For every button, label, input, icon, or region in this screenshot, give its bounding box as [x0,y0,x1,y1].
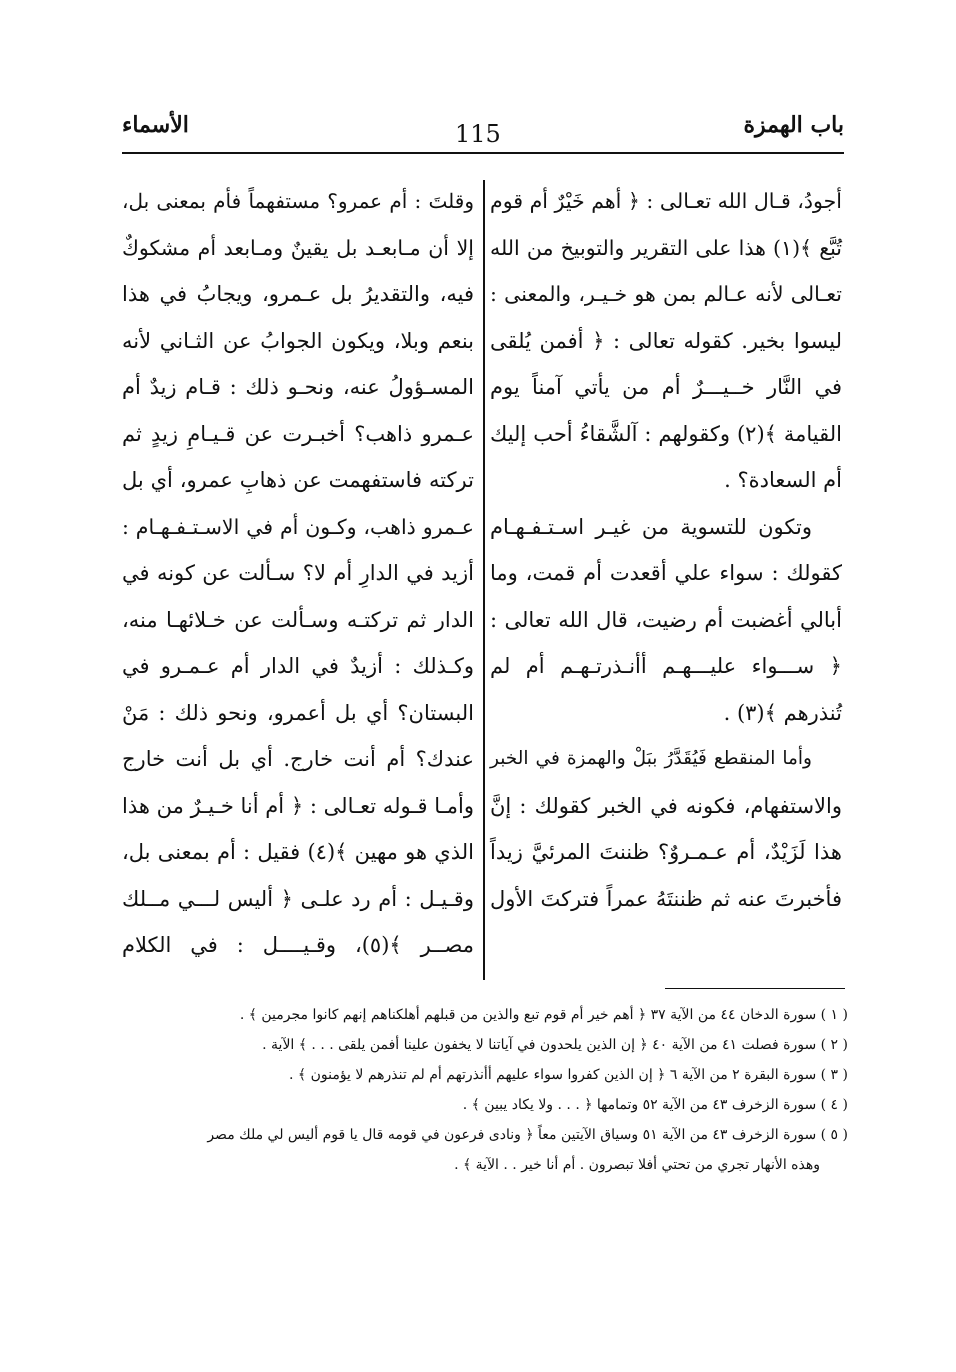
text-line: تعـالى لأنه عـالم بمن هو خـيـر، والمعنى : [490,282,842,306]
text-line: البستان؟ أي بل أعمرو، ونحو ذلك : مَنْ [122,700,474,725]
header-rule [122,152,844,154]
text-line: إلا أن مـابعـد بل يقينٌ ومـابعد أم مشكوكٌ [122,235,474,260]
text-line: تُنذرهم ﴾(٣) . [723,700,842,725]
text-line: فيه، والتقديرُ بل عـمرو، ويجابُ في هذا [122,282,474,306]
text-line: المسـؤولُ عنه، ونحـو ذلك : قـام زيدٌ أم [122,375,474,399]
text-line: الذي هو مهين ﴾(٤) فقيل : أم بمعنى بل، [122,840,474,864]
text-line: عـمرو ذاهب؟ أخبـرت عن قـيـامِ زيدٍ ثم [122,421,474,446]
text-line: وقـيـل : أم رد علـى ﴿ أليس لـــي مــلك [122,886,474,911]
left-column [122,178,474,969]
text-line: ليسوا بخير. كقوله تعالى : ﴿ أفمن يُلقى [490,328,842,353]
text-line: عـمرو ذاهب، وكـون أم في الاسـتـفـهـام : [122,514,474,539]
footnote: ( ٣ ) سورة البقرة ٢ من الآية ٦ ﴿ إن الذين كفروا سواء عليهم أأنذرتهم أم لم تنذرهم لا يؤمنون ﴾ . [289,1067,848,1083]
text-line: بنعم وبلا، ويكون الجوابُ عن الثـاني لأنه [122,328,474,353]
text-line: تركته فاستفهمت عن ذهابِ عمرو، أي بل [122,468,474,492]
text-line: أم السعادة؟ . [724,468,842,492]
section-heading: الأسماء [122,112,189,138]
footnote-continuation: وهذه الأنهار تجري من تحتي أفلا تبصرون . أم أنا خير . . الآية ﴾ . [454,1157,820,1173]
text-line: تُبَّع ﴾(١) هذا على التقرير والتوبيخ من الله [490,235,843,260]
text-line: وتكون للتسوية من غيـر اسـتـفـهـام [490,514,812,539]
text-line: مصــر ﴾(٥)، وقـيــــل : في الكلام [122,933,474,957]
column-divider [483,180,485,980]
text-line: والاستفهام، فكونه في الخبر كقولك : إنَّ [490,793,842,818]
text-line: أبالي أغضبت أم رضيت، قال الله تعالى : [490,607,842,632]
text-line: أجودُ، قـال الله تعـالى : ﴿ أهم خَيْرٌ أم قوم [490,189,842,213]
right-column [490,178,842,922]
footnote: ( ١ ) سورة الدخان ٤٤ من الآية ٣٧ ﴿ أهم خير أم قوم تبع والذين من قبلهم أهلكناهم إنهم كانوا مجرمين ﴾ . [239,1007,848,1023]
text-line: وقلتَ : أم عمرو؟ مستفهماً فأم بمعنى بل، [122,189,474,213]
text-line: فأخبرتَ عنه ثم ظننتَهُ عمراً فتركتَ الأول [490,886,842,911]
text-line: وأمـا قـوله تعـالى : ﴿ أم أنا خـيـرٌ من هذا [122,793,474,818]
text-line: الدار ثم تركتـه وسـألت عن خـلائهـا منه، [122,607,474,632]
text-line: ﴿ ســـواء عليـــهـم أأنـذرتـهـم أم لم [490,654,842,678]
footnotes [120,1000,848,1180]
text-line: وأما المنقطع فَيُقَدَّرُ ببَلْ والهمزة في الخبر [490,748,812,769]
text-line: كقولك : سواء علي أقعدت أم قمت، وما [490,561,842,585]
page-number: 115 [455,120,501,148]
text-line: عندك؟ أم أنت خارج. أي بل أنت خارج [122,747,474,771]
chapter-heading: باب الهمزة [743,112,844,138]
text-line: في النَّار خــيـــرٌ أم من يأتي آمناً يوم [490,375,842,399]
text-line: القيامة ﴾(٢) وكقولهم : آلشَّقاءُ أحب إليك [490,421,842,446]
footnote-rule [665,988,845,989]
footnote: ( ٥ ) سورة الزخرف ٤٣ من الآية ٥١ وسياق الآيتين معاً ﴿ ونادى فرعون في قومه قال يا قوم أليس لي ملك مصر [207,1127,848,1143]
footnote: ( ٢ ) سورة فصلت ٤١ من الآية ٤٠ ﴿ إن الذين يلحدون في آياتنا لا يخفون علينا أفمن يلقى . . . ﴾ الآية . [262,1037,848,1053]
footnote: ( ٤ ) سورة الزخرف ٤٣ من الآية ٥٢ وتمامها ﴿ . . . ولا يكاد يبين ﴾ . [462,1097,848,1113]
text-line: هذا لَزَيْدٌ، أم عـمـروٌ؟ ظننتَ المرئيَّ زيداً [490,840,842,864]
text-line: أزيد في الدارِ أم لا؟ سـألت عن كونه في [122,561,474,585]
text-line: وكـذلك : أزيدٌ في الدار أم عـمـرو في [122,654,474,678]
